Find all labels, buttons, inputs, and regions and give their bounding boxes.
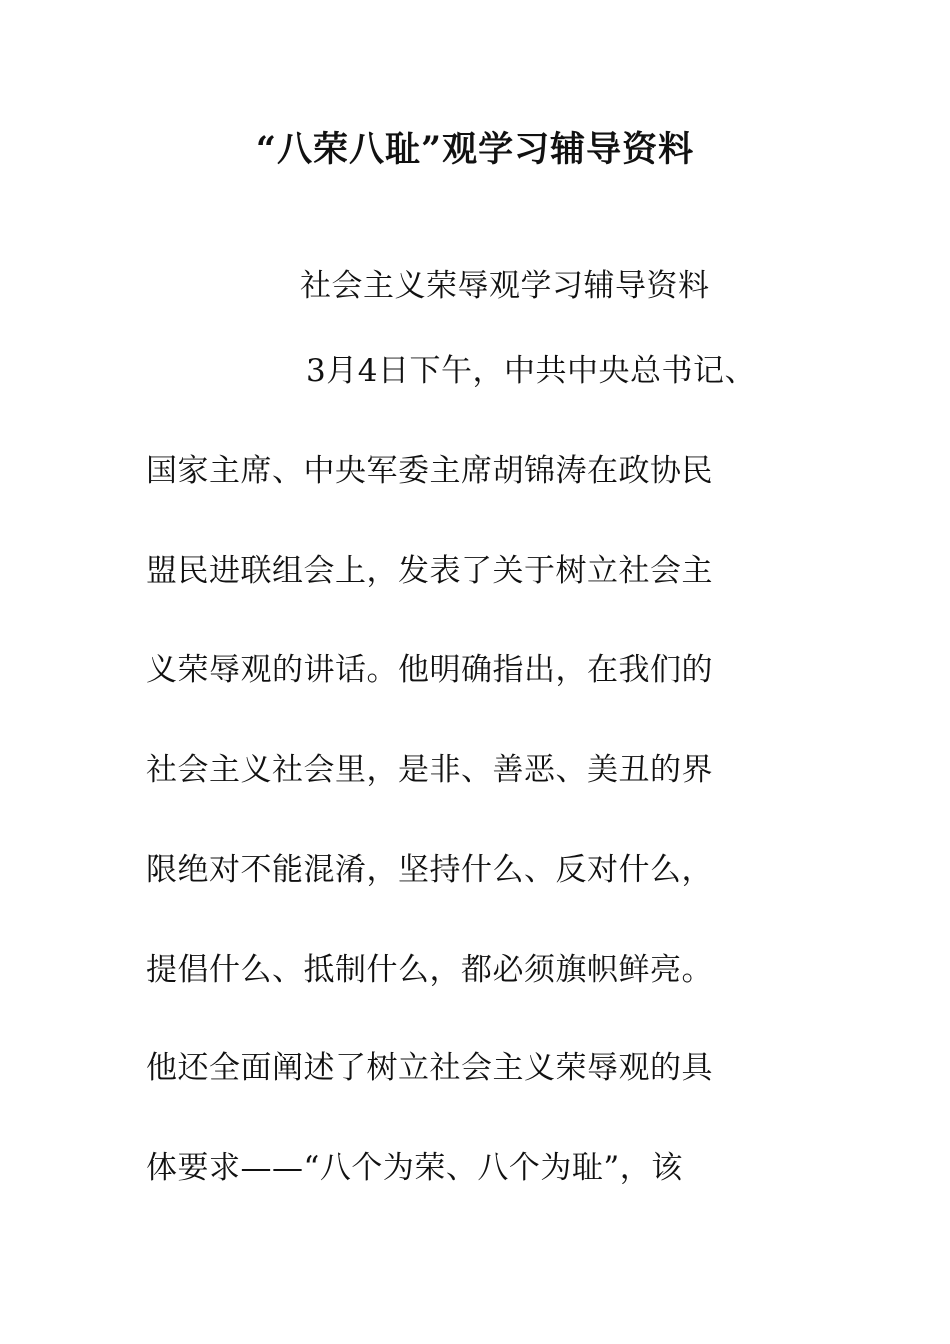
paragraph-line: 提倡什么、抵制什么，都必须旗帜鲜亮。	[146, 952, 713, 988]
paragraph-line: 他还全面阐述了树立社会主义荣辱观的具	[146, 1050, 713, 1086]
paragraph-line: 限绝对不能混淆，坚持什么、反对什么，	[146, 852, 713, 888]
paragraph-line: 体要求——“八个为荣、八个为耻”，该	[146, 1150, 683, 1186]
paragraph-line: 国家主席、中央军委主席胡锦涛在政协民	[146, 453, 713, 489]
paragraph-line: 社会主义社会里，是非、善恶、美丑的界	[146, 752, 713, 788]
paragraph-first-line: 3月4日下午，中共中央总书记、	[306, 353, 756, 389]
document-subtitle: 社会主义荣辱观学习辅导资料	[300, 268, 710, 304]
document-title: “八荣八耻”观学习辅导资料	[255, 129, 695, 170]
paragraph-line: 义荣辱观的讲话。他明确指出，在我们的	[146, 652, 713, 688]
paragraph-line: 盟民进联组会上，发表了关于树立社会主	[146, 553, 713, 589]
